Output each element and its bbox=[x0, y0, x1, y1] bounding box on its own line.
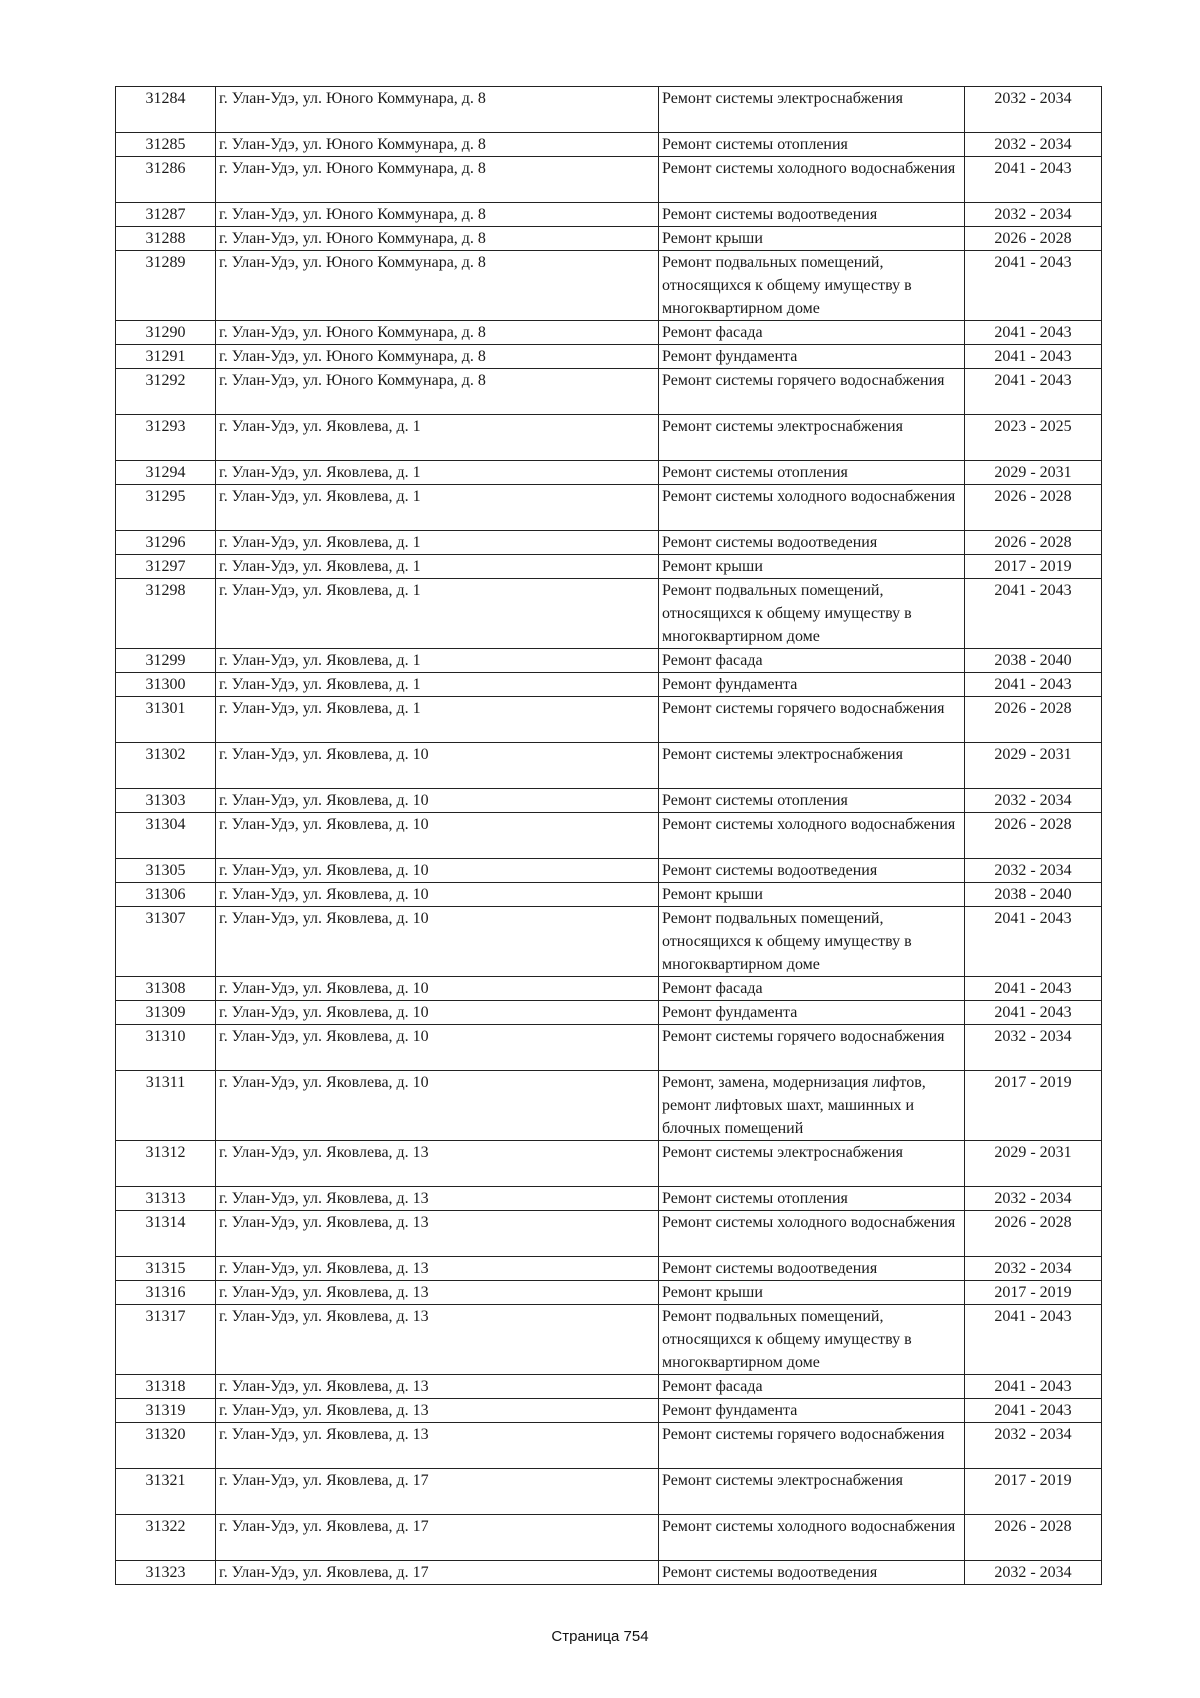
table-row bbox=[116, 789, 1102, 813]
table-row bbox=[116, 1141, 1102, 1187]
period-cell: 2038 - 2040 bbox=[965, 649, 1102, 673]
table-row bbox=[116, 1001, 1102, 1025]
work-type-cell: Ремонт системы отопления bbox=[659, 1187, 965, 1211]
work-type-cell: Ремонт крыши bbox=[659, 555, 965, 579]
row-number-cell: 31295 bbox=[116, 485, 216, 531]
table-row bbox=[116, 133, 1102, 157]
row-number-cell: 31299 bbox=[116, 649, 216, 673]
table-row bbox=[116, 1399, 1102, 1423]
work-type-cell: Ремонт подвальных помещений, относящихся к общему имуществу в многоквартирном доме bbox=[659, 907, 965, 977]
row-number-cell: 31290 bbox=[116, 321, 216, 345]
table-row bbox=[116, 1071, 1102, 1141]
row-number-cell: 31306 bbox=[116, 883, 216, 907]
row-number-cell: 31314 bbox=[116, 1211, 216, 1257]
row-number-cell: 31291 bbox=[116, 345, 216, 369]
table-row bbox=[116, 555, 1102, 579]
address-cell: г. Улан-Удэ, ул. Яковлева, д. 13 bbox=[216, 1305, 659, 1375]
address-cell: г. Улан-Удэ, ул. Яковлева, д. 1 bbox=[216, 649, 659, 673]
row-number-cell: 31287 bbox=[116, 203, 216, 227]
row-number-cell: 31317 bbox=[116, 1305, 216, 1375]
address-cell: г. Улан-Удэ, ул. Яковлева, д. 13 bbox=[216, 1141, 659, 1187]
period-cell: 2017 - 2019 bbox=[965, 555, 1102, 579]
address-cell: г. Улан-Удэ, ул. Юного Коммунара, д. 8 bbox=[216, 321, 659, 345]
page-number: Страница 754 bbox=[551, 1628, 649, 1645]
row-number-cell: 31296 bbox=[116, 531, 216, 555]
period-cell: 2032 - 2034 bbox=[965, 133, 1102, 157]
address-cell: г. Улан-Удэ, ул. Яковлева, д. 10 bbox=[216, 1025, 659, 1071]
work-type-cell: Ремонт системы горячего водоснабжения bbox=[659, 369, 965, 415]
row-number-cell: 31284 bbox=[116, 87, 216, 133]
period-cell: 2026 - 2028 bbox=[965, 1515, 1102, 1561]
table-row bbox=[116, 485, 1102, 531]
row-number-cell: 31286 bbox=[116, 157, 216, 203]
address-cell: г. Улан-Удэ, ул. Юного Коммунара, д. 8 bbox=[216, 251, 659, 321]
row-number-cell: 31320 bbox=[116, 1423, 216, 1469]
table-row bbox=[116, 1561, 1102, 1585]
period-cell: 2041 - 2043 bbox=[965, 1399, 1102, 1423]
table-row bbox=[116, 977, 1102, 1001]
address-cell: г. Улан-Удэ, ул. Яковлева, д. 17 bbox=[216, 1469, 659, 1515]
table-row bbox=[116, 649, 1102, 673]
work-type-cell: Ремонт системы холодного водоснабжения bbox=[659, 485, 965, 531]
table-row bbox=[116, 1281, 1102, 1305]
period-cell: 2041 - 2043 bbox=[965, 321, 1102, 345]
period-cell: 2026 - 2028 bbox=[965, 485, 1102, 531]
period-cell: 2029 - 2031 bbox=[965, 1141, 1102, 1187]
work-type-cell: Ремонт системы электроснабжения bbox=[659, 1469, 965, 1515]
address-cell: г. Улан-Удэ, ул. Яковлева, д. 10 bbox=[216, 789, 659, 813]
work-type-cell: Ремонт системы водоотведения bbox=[659, 859, 965, 883]
period-cell: 2026 - 2028 bbox=[965, 813, 1102, 859]
work-type-cell: Ремонт системы электроснабжения bbox=[659, 1141, 965, 1187]
period-cell: 2032 - 2034 bbox=[965, 1257, 1102, 1281]
table-row bbox=[116, 203, 1102, 227]
row-number-cell: 31321 bbox=[116, 1469, 216, 1515]
period-cell: 2032 - 2034 bbox=[965, 1423, 1102, 1469]
work-type-cell: Ремонт системы горячего водоснабжения bbox=[659, 697, 965, 743]
work-type-cell: Ремонт системы водоотведения bbox=[659, 1561, 965, 1585]
table-row bbox=[116, 697, 1102, 743]
work-type-cell: Ремонт системы водоотведения bbox=[659, 1257, 965, 1281]
address-cell: г. Улан-Удэ, ул. Яковлева, д. 1 bbox=[216, 555, 659, 579]
period-cell: 2032 - 2034 bbox=[965, 1025, 1102, 1071]
period-cell: 2017 - 2019 bbox=[965, 1281, 1102, 1305]
table-row bbox=[116, 345, 1102, 369]
address-cell: г. Улан-Удэ, ул. Юного Коммунара, д. 8 bbox=[216, 87, 659, 133]
address-cell: г. Улан-Удэ, ул. Юного Коммунара, д. 8 bbox=[216, 203, 659, 227]
row-number-cell: 31311 bbox=[116, 1071, 216, 1141]
period-cell: 2041 - 2043 bbox=[965, 579, 1102, 649]
table-row bbox=[116, 1515, 1102, 1561]
row-number-cell: 31302 bbox=[116, 743, 216, 789]
period-cell: 2041 - 2043 bbox=[965, 673, 1102, 697]
period-cell: 2041 - 2043 bbox=[965, 907, 1102, 977]
row-number-cell: 31288 bbox=[116, 227, 216, 251]
table-row bbox=[116, 907, 1102, 977]
row-number-cell: 31285 bbox=[116, 133, 216, 157]
work-type-cell: Ремонт системы холодного водоснабжения bbox=[659, 813, 965, 859]
row-number-cell: 31298 bbox=[116, 579, 216, 649]
table-row bbox=[116, 743, 1102, 789]
address-cell: г. Улан-Удэ, ул. Яковлева, д. 1 bbox=[216, 415, 659, 461]
table-row bbox=[116, 579, 1102, 649]
address-cell: г. Улан-Удэ, ул. Яковлева, д. 17 bbox=[216, 1561, 659, 1585]
address-cell: г. Улан-Удэ, ул. Юного Коммунара, д. 8 bbox=[216, 157, 659, 203]
address-cell: г. Улан-Удэ, ул. Юного Коммунара, д. 8 bbox=[216, 227, 659, 251]
table-row bbox=[116, 1423, 1102, 1469]
address-cell: г. Улан-Удэ, ул. Яковлева, д. 1 bbox=[216, 485, 659, 531]
work-type-cell: Ремонт системы водоотведения bbox=[659, 531, 965, 555]
period-cell: 2041 - 2043 bbox=[965, 345, 1102, 369]
row-number-cell: 31297 bbox=[116, 555, 216, 579]
work-type-cell: Ремонт крыши bbox=[659, 1281, 965, 1305]
row-number-cell: 31293 bbox=[116, 415, 216, 461]
table-body bbox=[116, 87, 1102, 1585]
work-type-cell: Ремонт фундамента bbox=[659, 673, 965, 697]
address-cell: г. Улан-Удэ, ул. Яковлева, д. 10 bbox=[216, 883, 659, 907]
period-cell: 2041 - 2043 bbox=[965, 1305, 1102, 1375]
table-row bbox=[116, 1025, 1102, 1071]
period-cell: 2026 - 2028 bbox=[965, 697, 1102, 743]
row-number-cell: 31315 bbox=[116, 1257, 216, 1281]
work-type-cell: Ремонт системы холодного водоснабжения bbox=[659, 1211, 965, 1257]
repair-schedule-table bbox=[115, 86, 1102, 1585]
row-number-cell: 31303 bbox=[116, 789, 216, 813]
address-cell: г. Улан-Удэ, ул. Юного Коммунара, д. 8 bbox=[216, 345, 659, 369]
address-cell: г. Улан-Удэ, ул. Яковлева, д. 1 bbox=[216, 579, 659, 649]
table-row bbox=[116, 321, 1102, 345]
table-row bbox=[116, 87, 1102, 133]
address-cell: г. Улан-Удэ, ул. Яковлева, д. 13 bbox=[216, 1399, 659, 1423]
period-cell: 2023 - 2025 bbox=[965, 415, 1102, 461]
row-number-cell: 31309 bbox=[116, 1001, 216, 1025]
work-type-cell: Ремонт фундамента bbox=[659, 1399, 965, 1423]
work-type-cell: Ремонт фасада bbox=[659, 321, 965, 345]
table-row bbox=[116, 813, 1102, 859]
row-number-cell: 31316 bbox=[116, 1281, 216, 1305]
address-cell: г. Улан-Удэ, ул. Яковлева, д. 10 bbox=[216, 1001, 659, 1025]
address-cell: г. Улан-Удэ, ул. Яковлева, д. 13 bbox=[216, 1281, 659, 1305]
period-cell: 2032 - 2034 bbox=[965, 1187, 1102, 1211]
work-type-cell: Ремонт системы электроснабжения bbox=[659, 743, 965, 789]
work-type-cell: Ремонт системы электроснабжения bbox=[659, 415, 965, 461]
table-row bbox=[116, 415, 1102, 461]
period-cell: 2032 - 2034 bbox=[965, 859, 1102, 883]
row-number-cell: 31319 bbox=[116, 1399, 216, 1423]
address-cell: г. Улан-Удэ, ул. Яковлева, д. 13 bbox=[216, 1211, 659, 1257]
period-cell: 2041 - 2043 bbox=[965, 157, 1102, 203]
address-cell: г. Улан-Удэ, ул. Юного Коммунара, д. 8 bbox=[216, 369, 659, 415]
table-row bbox=[116, 251, 1102, 321]
work-type-cell: Ремонт системы горячего водоснабжения bbox=[659, 1423, 965, 1469]
period-cell: 2026 - 2028 bbox=[965, 1211, 1102, 1257]
work-type-cell: Ремонт системы горячего водоснабжения bbox=[659, 1025, 965, 1071]
work-type-cell: Ремонт фасада bbox=[659, 1375, 965, 1399]
table-row bbox=[116, 1257, 1102, 1281]
work-type-cell: Ремонт системы электроснабжения bbox=[659, 87, 965, 133]
work-type-cell: Ремонт системы отопления bbox=[659, 461, 965, 485]
period-cell: 2026 - 2028 bbox=[965, 531, 1102, 555]
period-cell: 2032 - 2034 bbox=[965, 203, 1102, 227]
row-number-cell: 31310 bbox=[116, 1025, 216, 1071]
work-type-cell: Ремонт системы отопления bbox=[659, 789, 965, 813]
work-type-cell: Ремонт фасада bbox=[659, 649, 965, 673]
table-row bbox=[116, 227, 1102, 251]
row-number-cell: 31292 bbox=[116, 369, 216, 415]
period-cell: 2026 - 2028 bbox=[965, 227, 1102, 251]
work-type-cell: Ремонт подвальных помещений, относящихся к общему имуществу в многоквартирном доме bbox=[659, 579, 965, 649]
address-cell: г. Улан-Удэ, ул. Яковлева, д. 10 bbox=[216, 907, 659, 977]
work-type-cell: Ремонт крыши bbox=[659, 883, 965, 907]
table-row bbox=[116, 157, 1102, 203]
address-cell: г. Улан-Удэ, ул. Яковлева, д. 10 bbox=[216, 1071, 659, 1141]
table-row bbox=[116, 1305, 1102, 1375]
address-cell: г. Улан-Удэ, ул. Яковлева, д. 17 bbox=[216, 1515, 659, 1561]
address-cell: г. Улан-Удэ, ул. Яковлева, д. 10 bbox=[216, 743, 659, 789]
row-number-cell: 31313 bbox=[116, 1187, 216, 1211]
address-cell: г. Улан-Удэ, ул. Яковлева, д. 1 bbox=[216, 673, 659, 697]
period-cell: 2032 - 2034 bbox=[965, 1561, 1102, 1585]
table-row bbox=[116, 369, 1102, 415]
row-number-cell: 31289 bbox=[116, 251, 216, 321]
period-cell: 2032 - 2034 bbox=[965, 87, 1102, 133]
period-cell: 2032 - 2034 bbox=[965, 789, 1102, 813]
address-cell: г. Улан-Удэ, ул. Яковлева, д. 13 bbox=[216, 1423, 659, 1469]
row-number-cell: 31305 bbox=[116, 859, 216, 883]
table-row bbox=[116, 1469, 1102, 1515]
row-number-cell: 31294 bbox=[116, 461, 216, 485]
work-type-cell: Ремонт фундамента bbox=[659, 345, 965, 369]
address-cell: г. Улан-Удэ, ул. Яковлева, д. 13 bbox=[216, 1187, 659, 1211]
address-cell: г. Улан-Удэ, ул. Юного Коммунара, д. 8 bbox=[216, 133, 659, 157]
work-type-cell: Ремонт системы отопления bbox=[659, 133, 965, 157]
table-row bbox=[116, 883, 1102, 907]
period-cell: 2038 - 2040 bbox=[965, 883, 1102, 907]
address-cell: г. Улан-Удэ, ул. Яковлева, д. 13 bbox=[216, 1375, 659, 1399]
table-row bbox=[116, 1375, 1102, 1399]
table-row bbox=[116, 531, 1102, 555]
row-number-cell: 31322 bbox=[116, 1515, 216, 1561]
table-row bbox=[116, 859, 1102, 883]
row-number-cell: 31307 bbox=[116, 907, 216, 977]
row-number-cell: 31304 bbox=[116, 813, 216, 859]
work-type-cell: Ремонт фундамента bbox=[659, 1001, 965, 1025]
work-type-cell: Ремонт, замена, модернизация лифтов, ремонт лифтовых шахт, машинных и блочных помещений bbox=[659, 1071, 965, 1141]
row-number-cell: 31312 bbox=[116, 1141, 216, 1187]
row-number-cell: 31318 bbox=[116, 1375, 216, 1399]
period-cell: 2041 - 2043 bbox=[965, 369, 1102, 415]
work-type-cell: Ремонт крыши bbox=[659, 227, 965, 251]
period-cell: 2041 - 2043 bbox=[965, 251, 1102, 321]
address-cell: г. Улан-Удэ, ул. Яковлева, д. 10 bbox=[216, 977, 659, 1001]
work-type-cell: Ремонт системы холодного водоснабжения bbox=[659, 157, 965, 203]
address-cell: г. Улан-Удэ, ул. Яковлева, д. 1 bbox=[216, 461, 659, 485]
period-cell: 2041 - 2043 bbox=[965, 1001, 1102, 1025]
table-row bbox=[116, 461, 1102, 485]
address-cell: г. Улан-Удэ, ул. Яковлева, д. 10 bbox=[216, 859, 659, 883]
address-cell: г. Улан-Удэ, ул. Яковлева, д. 1 bbox=[216, 531, 659, 555]
table-row bbox=[116, 1211, 1102, 1257]
address-cell: г. Улан-Удэ, ул. Яковлева, д. 1 bbox=[216, 697, 659, 743]
row-number-cell: 31308 bbox=[116, 977, 216, 1001]
work-type-cell: Ремонт системы холодного водоснабжения bbox=[659, 1515, 965, 1561]
period-cell: 2029 - 2031 bbox=[965, 461, 1102, 485]
work-type-cell: Ремонт системы водоотведения bbox=[659, 203, 965, 227]
work-type-cell: Ремонт фасада bbox=[659, 977, 965, 1001]
work-type-cell: Ремонт подвальных помещений, относящихся к общему имуществу в многоквартирном доме bbox=[659, 1305, 965, 1375]
table-row bbox=[116, 1187, 1102, 1211]
row-number-cell: 31301 bbox=[116, 697, 216, 743]
row-number-cell: 31300 bbox=[116, 673, 216, 697]
period-cell: 2029 - 2031 bbox=[965, 743, 1102, 789]
period-cell: 2017 - 2019 bbox=[965, 1469, 1102, 1515]
period-cell: 2017 - 2019 bbox=[965, 1071, 1102, 1141]
period-cell: 2041 - 2043 bbox=[965, 977, 1102, 1001]
address-cell: г. Улан-Удэ, ул. Яковлева, д. 10 bbox=[216, 813, 659, 859]
address-cell: г. Улан-Удэ, ул. Яковлева, д. 13 bbox=[216, 1257, 659, 1281]
row-number-cell: 31323 bbox=[116, 1561, 216, 1585]
work-type-cell: Ремонт подвальных помещений, относящихся к общему имуществу в многоквартирном доме bbox=[659, 251, 965, 321]
period-cell: 2041 - 2043 bbox=[965, 1375, 1102, 1399]
table-row bbox=[116, 673, 1102, 697]
